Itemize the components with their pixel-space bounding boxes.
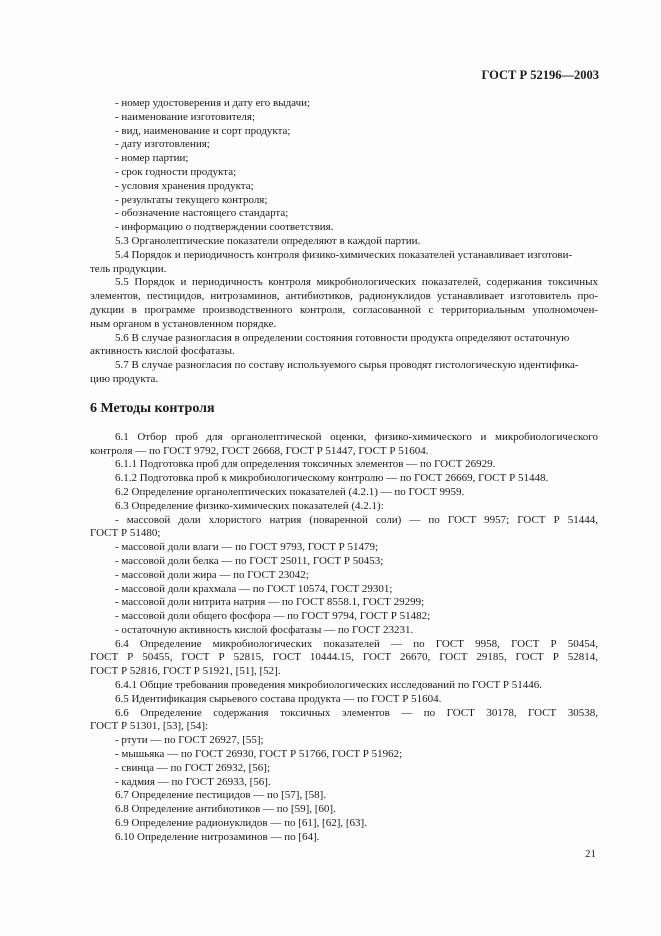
paragraph-line: дукции в программе производственного контроля, согласованной с территориальным уполномочен- — [90, 303, 598, 316]
list-item: - массовой доли нитрита натрия — по ГОСТ 8558.1, ГОСТ 29299; — [115, 596, 425, 609]
list-item: - массовой доли общего фосфора — по ГОСТ 9794, ГОСТ Р 51482; — [115, 610, 431, 623]
paragraph-6-2: 6.2 Определение органолептических показателей (4.2.1) — по ГОСТ 9959. — [115, 485, 465, 498]
paragraph-5-5 — [90, 276, 598, 331]
paragraph-6-1 — [90, 431, 598, 459]
paragraph-line: 6.6 Определение содержания токсичных элементов — по ГОСТ 30178, ГОСТ 30538, — [115, 706, 598, 719]
list-item: - кадмия — по ГОСТ 26933, [56]. — [115, 775, 271, 788]
list-item: - вид, наименование и сорт продукта; — [115, 124, 291, 137]
paragraph-line: тель продукции. — [90, 262, 167, 275]
list-item: - ртути — по ГОСТ 26927, [55]; — [115, 734, 264, 747]
paragraph-line: ГОСТ Р 51480; — [90, 527, 161, 540]
list-item: - дату изготовления; — [115, 138, 210, 151]
paragraph-line: - массовой доли хлористого натрия (поваренной соли) — по ГОСТ 9957; ГОСТ Р 51444, — [115, 513, 598, 526]
paragraph-line: активность кислой фосфатазы. — [90, 345, 235, 358]
paragraph-5-4 — [90, 249, 598, 277]
list-item: - номер удостоверения и дату его выдачи; — [115, 97, 311, 109]
paragraph-line: ГОСТ Р 51301, [53], [54]: — [90, 720, 209, 733]
paragraph-5-3: 5.3 Органолептические показатели определяют в каждой партии. — [115, 234, 421, 247]
toxic-elements-list — [90, 734, 598, 789]
marking-list — [90, 97, 598, 235]
paragraph-line: 5.6 В случае разногласия в определении состояния готовности продукта определяют остаточную — [115, 331, 570, 344]
paragraph-6-1-1: 6.1.1 Подготовка проб для определения токсичных элементов — по ГОСТ 26929. — [115, 458, 496, 471]
paragraph-line: ГОСТ Р 52816, ГОСТ Р 51921, [51], [52]. — [90, 665, 281, 678]
paragraph-6-8: 6.8 Определение антибиотиков — по [59], [60]. — [115, 803, 336, 816]
section-heading: 6 Методы контроля — [90, 400, 215, 416]
paragraph-6-7: 6.7 Определение пестицидов — по [57], [58]. — [115, 789, 327, 802]
document-code-header: ГОСТ Р 52196—2003 — [481, 68, 599, 82]
paragraph-5-7 — [90, 359, 598, 387]
list-item: - срок годности продукта; — [115, 165, 237, 178]
list-item: - обозначение настоящего стандарта; — [115, 207, 289, 220]
paragraph-line: 5.7 В случае разногласия по составу используемого сырья проводят гистологическую идентифика- — [115, 359, 579, 372]
paragraph-6-10: 6.10 Определение нитрозаминов — по [64]. — [115, 830, 320, 843]
paragraph-line: 5.5 Порядок и периодичность контроля микробиологических показателей, содержания токсичных — [115, 276, 598, 289]
paragraph-line: ным органом в установленном порядке. — [90, 317, 277, 330]
paragraph-line: ГОСТ Р 50455, ГОСТ Р 52815, ГОСТ 10444.15, ГОСТ 26670, ГОСТ 29185, ГОСТ Р 52814, — [90, 651, 598, 664]
list-item: - информацию о подтверждении соответствия. — [115, 221, 334, 234]
list-item: - массовой доли жира — по ГОСТ 23042; — [115, 568, 309, 581]
paragraph-line: 6.4 Определение микробиологических показателей — по ГОСТ 9958, ГОСТ Р 50454, — [115, 637, 598, 650]
paragraph-line: цию продукта. — [90, 372, 159, 385]
paragraph-6-6 — [90, 707, 598, 735]
paragraph-line: элементов, пестицидов, нитрозаминов, антибиотиков, радионуклидов устанавливает изготовитель про- — [90, 290, 598, 303]
list-item: - остаточную активность кислой фосфатазы — по ГОСТ 23231. — [115, 623, 414, 636]
physchem-methods-list — [90, 541, 598, 638]
list-item: - свинца — по ГОСТ 26932, [56]; — [115, 761, 271, 774]
paragraph-6-9: 6.9 Определение радионуклидов — по [61], [62], [63]. — [115, 817, 367, 830]
page-number: 21 — [585, 848, 596, 860]
paragraph-6-3: 6.3 Определение физико-химических показателей (4.2.1): — [115, 499, 384, 512]
list-item: - наименование изготовителя; — [115, 110, 255, 123]
paragraph-line: 6.1 Отбор проб для органолептической оценки, физико-химического и микробиологического — [115, 430, 598, 443]
list-item: - массовой доли влаги — по ГОСТ 9793, ГОСТ Р 51479; — [115, 541, 379, 554]
list-item: - результаты текущего контроля; — [115, 193, 268, 206]
paragraph-line: контроля — по ГОСТ 9792, ГОСТ 26668, ГОСТ Р 51447, ГОСТ Р 51604. — [90, 444, 429, 457]
list-item: - номер партии; — [115, 152, 189, 165]
paragraph-6-1-2: 6.1.2 Подготовка проб к микробиологическому контролю — по ГОСТ 26669, ГОСТ Р 51448. — [115, 472, 549, 485]
list-item: - массовой доли белка — по ГОСТ 25011, ГОСТ Р 50453; — [115, 554, 384, 567]
paragraph-6-4 — [90, 638, 598, 679]
list-item: - массовой доли крахмала — по ГОСТ 10574, ГОСТ 29301; — [115, 582, 393, 595]
paragraph-6-4-1: 6.4.1 Общие требования проведения микробиологических исследований по ГОСТ Р 51446. — [115, 679, 543, 692]
paragraph-6-5: 6.5 Идентификация сырьевого состава продукта — по ГОСТ Р 51604. — [115, 692, 442, 705]
list-item: - условия хранения продукта; — [115, 179, 254, 192]
paragraph-5-6 — [90, 332, 598, 360]
list-item: - мышьяка — по ГОСТ 26930, ГОСТ Р 51766, ГОСТ Р 51962; — [115, 748, 403, 761]
document-body — [90, 97, 598, 845]
salt-method-item — [90, 514, 598, 542]
paragraph-line: 5.4 Порядок и периодичность контроля физико-химических показателей устанавливает изготови- — [115, 248, 573, 261]
